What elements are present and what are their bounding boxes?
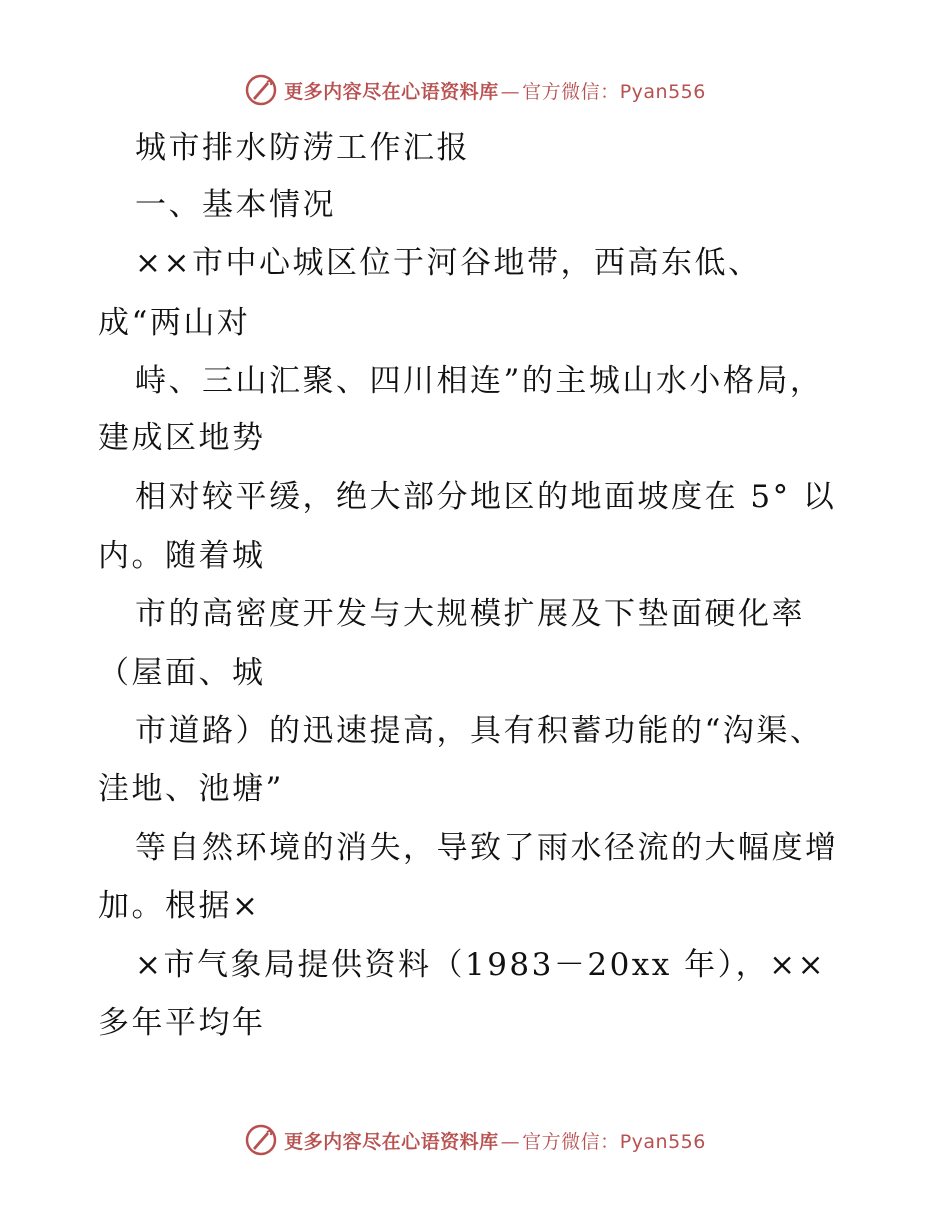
- paragraph-line: ××市中心城区位于河谷地带，西高东低、: [135, 245, 762, 281]
- quill-logo-icon: [244, 1123, 278, 1157]
- watermark-site-name: 更多内容尽在心语资料库: [284, 80, 499, 103]
- watermark-label: 官方微信：: [522, 80, 620, 103]
- paragraph-line: 成“两山对: [98, 305, 251, 341]
- paragraph-line: ×市气象局提供资料（1983－20xx 年），××: [135, 947, 827, 983]
- watermark-wechat-id: Pyan556: [619, 1130, 706, 1153]
- paragraph-line: 加。根据×: [98, 888, 261, 924]
- section-heading: 一、基本情况: [135, 187, 336, 223]
- paragraph-line: （屋面、城: [98, 655, 266, 691]
- watermark-wechat-id: Pyan556: [619, 80, 706, 103]
- footer-watermark: [0, 1120, 950, 1160]
- paragraph-line: 内。随着城: [98, 538, 266, 574]
- header-watermark: [0, 70, 950, 110]
- paragraph-line: 市道路）的迅速提高，具有积蓄功能的“沟渠、: [135, 713, 824, 749]
- watermark-label: 官方微信：: [522, 1130, 620, 1153]
- quill-logo-icon: [244, 73, 278, 107]
- paragraph-line: 洼地、池塘”: [98, 771, 284, 807]
- paragraph-line: 等自然环境的消失，导致了雨水径流的大幅度增: [135, 830, 839, 866]
- paragraph-line: 市的高密度开发与大规模扩展及下垫面硬化率: [135, 596, 805, 632]
- watermark-separator: —: [500, 80, 521, 103]
- paragraph-line: 建成区地势: [98, 420, 266, 456]
- watermark-text: [284, 1127, 706, 1154]
- paragraph-line: 相对较平缓，绝大部分地区的地面坡度在 5° 以: [135, 479, 837, 515]
- document-title: 城市排水防涝工作汇报: [135, 130, 470, 166]
- paragraph-line: 多年平均年: [98, 1005, 266, 1041]
- watermark-separator: —: [500, 1130, 521, 1153]
- watermark-site-name: 更多内容尽在心语资料库: [284, 1130, 499, 1153]
- watermark-text: [284, 77, 706, 104]
- paragraph-line: 峙、三山汇聚、四川相连”的主城山水小格局，: [135, 363, 824, 399]
